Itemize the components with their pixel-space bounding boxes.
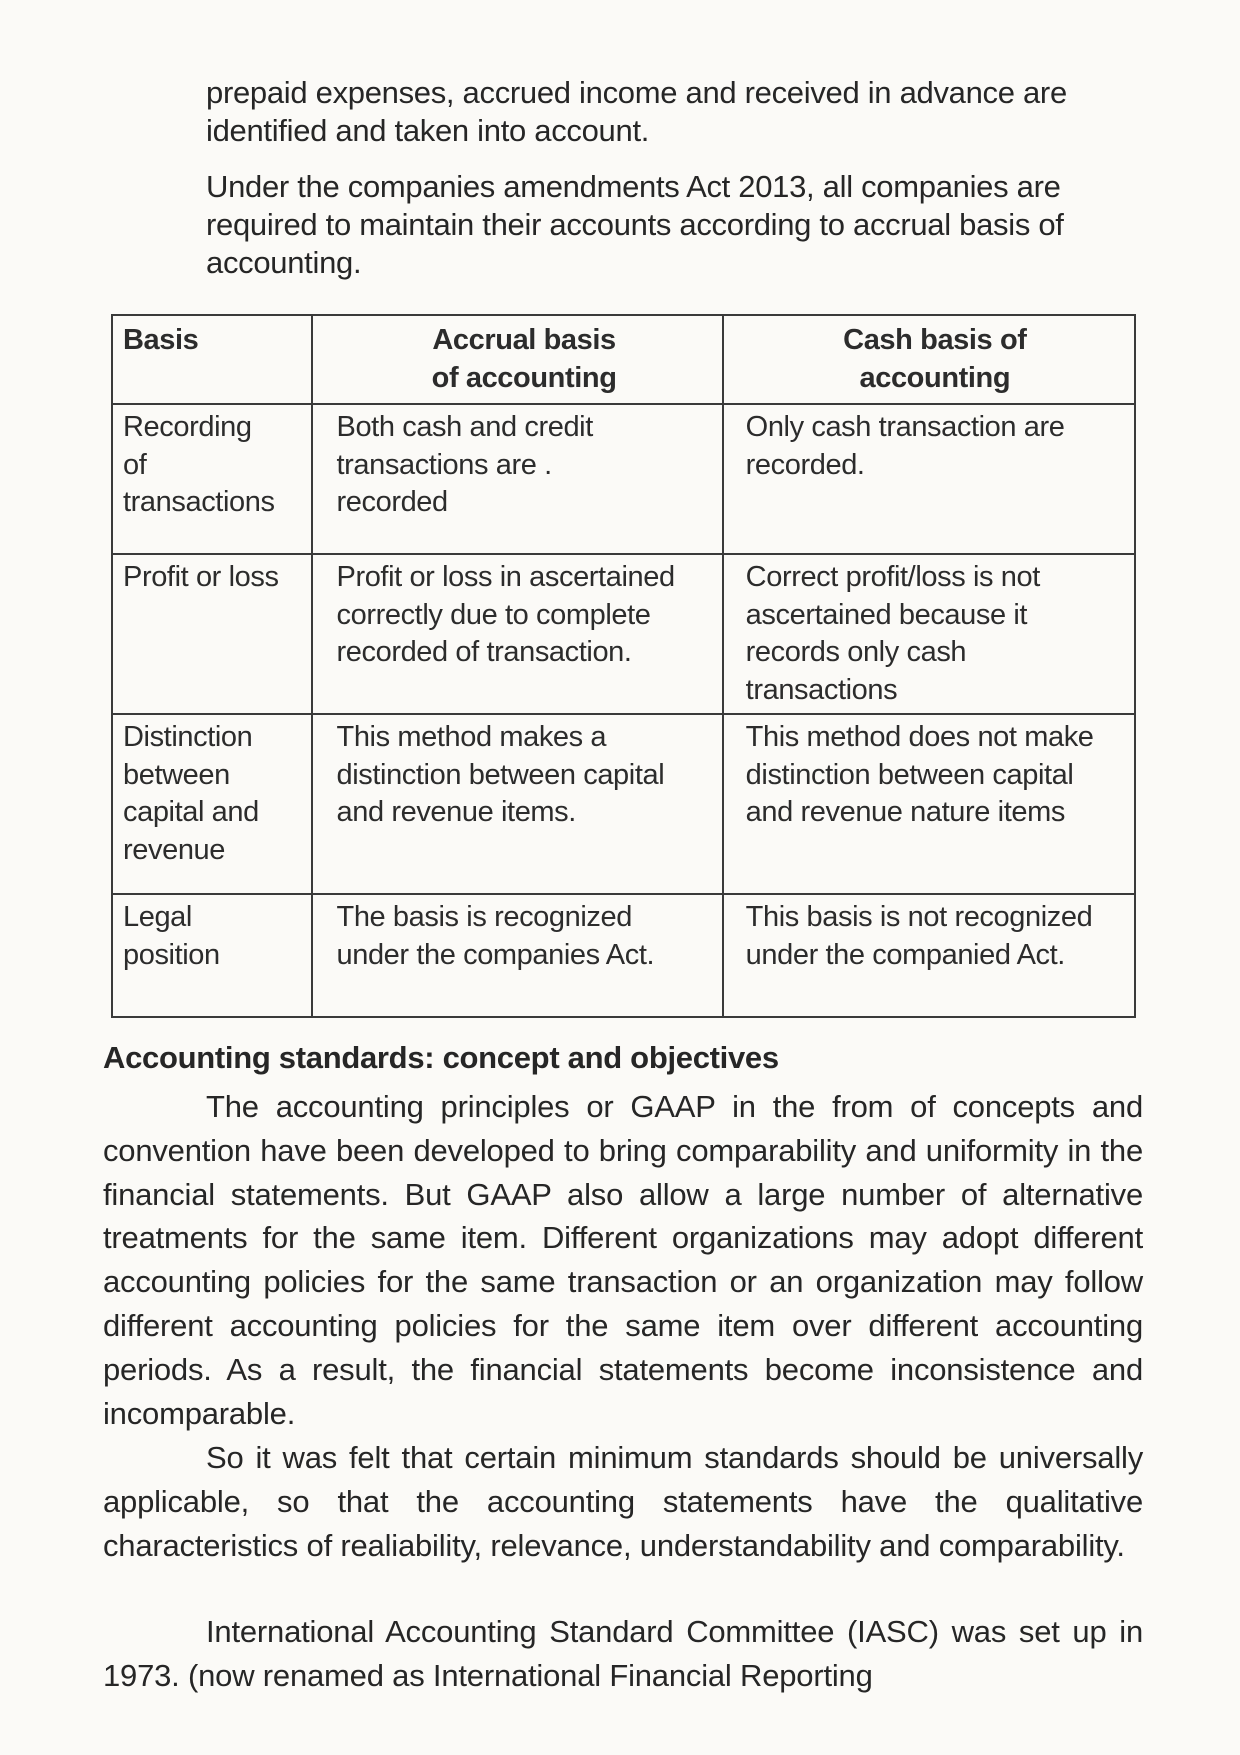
header-accrual-basis xyxy=(312,315,723,404)
header-cash-line: Cash basis of xyxy=(843,324,1027,356)
cell-line: This basis is not recognized xyxy=(745,901,1093,933)
cell-line: Distinction xyxy=(123,721,253,753)
intro-paragraph-2: Under the companies amendments Act 2013, all companies are required to maintain their accounts according to accrual basis of accounting. xyxy=(206,169,1064,280)
table-row xyxy=(112,894,1135,1017)
cell-line: Profit or loss in ascertained xyxy=(336,561,675,593)
header-basis-text: Basis xyxy=(123,324,199,356)
cell-line: Legal xyxy=(123,901,192,933)
cell-line: revenue xyxy=(123,833,225,866)
table-row xyxy=(112,714,1135,894)
basis-cell xyxy=(112,894,312,1017)
cash-cell xyxy=(723,894,1135,1017)
cell-line: records only cash xyxy=(745,636,967,668)
header-accrual-line: Accrual basis xyxy=(432,324,616,356)
cell-line: under the companied Act. xyxy=(745,938,1065,971)
cell-line: The basis is recognized xyxy=(336,901,632,933)
cell-line: transactions xyxy=(123,486,275,518)
cell-line: transactions are . xyxy=(336,448,552,481)
cell-line: This method makes a xyxy=(336,721,607,753)
body-paragraph-1: The accounting principles or GAAP in the from of concepts and convention have been developed to bring comparability and uniformity in the financial statements. But GAAP also allow a large number of alternative treatments for the same item. Different organizations may adopt different accounting policies for the same transaction or an organization may follow different accounting policies for the same item over different accounting periods. As a result, the financial statements become inconsistence and incomparable. xyxy=(103,1089,1143,1431)
cell-line: of xyxy=(123,448,147,481)
header-cash-line: accounting xyxy=(859,361,1011,394)
basis-cell xyxy=(112,404,312,554)
accrual-cell xyxy=(312,894,723,1017)
table-row xyxy=(112,554,1135,714)
cell-line: Only cash transaction are xyxy=(745,411,1065,443)
accrual-cell xyxy=(312,714,723,894)
intro-paragraph-1: prepaid expenses, accrued income and received in advance are identified and taken into account. xyxy=(206,75,1067,148)
header-cash-basis xyxy=(723,315,1135,404)
cash-cell xyxy=(723,404,1135,554)
cell-line: distinction between capital xyxy=(336,758,665,791)
cell-line: and revenue items. xyxy=(336,796,576,828)
cash-cell xyxy=(723,714,1135,894)
basis-cell xyxy=(112,554,312,714)
body-paragraph-2: So it was felt that certain minimum standards should be universally applicable, so that the accounting statements have the qualitative characteristics of realiability, relevance, understandability and comparability. xyxy=(103,1440,1143,1563)
cell-line: between xyxy=(123,758,230,791)
cell-line: recorded xyxy=(336,486,448,518)
cell-line: ascertained because it xyxy=(745,598,1028,631)
body-paragraph-3: International Accounting Standard Committee (IASC) was set up in 1973. (now renamed as International Financial Reporting xyxy=(103,1614,1143,1693)
accrual-cell xyxy=(312,554,723,714)
table-header-row xyxy=(112,315,1135,404)
header-basis xyxy=(112,315,312,404)
cell-line: recorded. xyxy=(745,448,865,481)
basis-cell xyxy=(112,714,312,894)
cell-line: distinction between capital xyxy=(745,758,1074,791)
cell-line: position xyxy=(123,938,220,971)
cell-line: Profit or loss xyxy=(123,561,279,593)
header-accrual-line: of accounting xyxy=(431,361,617,394)
cash-cell xyxy=(723,554,1135,714)
cell-line: Recording xyxy=(123,411,252,443)
cell-line: transactions xyxy=(745,673,898,706)
table-row xyxy=(112,404,1135,554)
cell-line: Correct profit/loss is not xyxy=(745,561,1040,593)
cell-line: and revenue nature items xyxy=(745,796,1065,828)
accrual-cell xyxy=(312,404,723,554)
cell-line: Both cash and credit xyxy=(336,411,593,443)
cell-line: capital and xyxy=(123,796,259,828)
cell-line: correctly due to complete xyxy=(336,598,651,631)
comparison-table xyxy=(111,314,1136,1018)
section-heading: Accounting standards: concept and objectives xyxy=(103,1040,779,1075)
cell-line: recorded of transaction. xyxy=(336,636,632,668)
cell-line: This method does not make xyxy=(745,721,1094,753)
cell-line: under the companies Act. xyxy=(336,938,655,971)
